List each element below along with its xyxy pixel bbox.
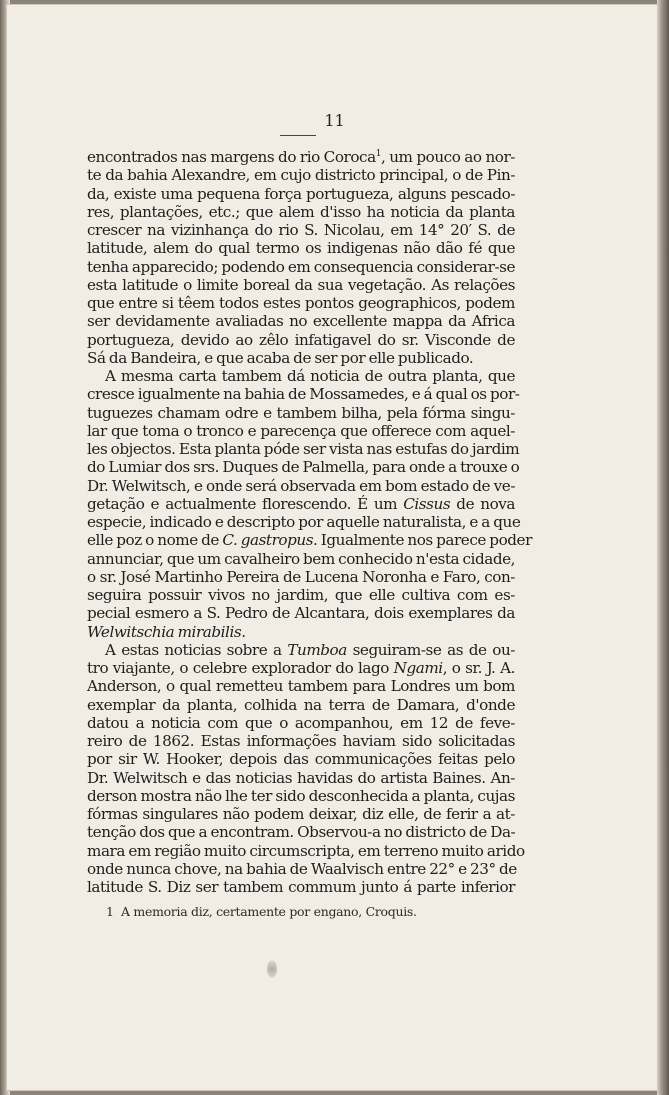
text-segment: de nova: [450, 494, 515, 513]
footnote-marker: 1: [106, 904, 114, 919]
text-segment: res, plantações, etc.; que alem d'isso ha noticia da planta: [87, 202, 515, 221]
text-segment: Dr. Welwitsch, e onde será observada em bom estado de ve-: [87, 476, 515, 495]
text-segment: derson mostra não lhe ter sido desconhecida a planta, cujas: [87, 786, 515, 805]
text-segment: ser devidamente avaliadas no excellente mappa da Africa: [87, 312, 515, 331]
text-line: [87, 878, 515, 896]
text-line: [87, 841, 525, 860]
text-segment: esta latitude o limite boreal da sua vegetação. As relações: [87, 275, 515, 294]
page-edge-right: [657, 0, 669, 1095]
text-line: [87, 312, 515, 330]
italic-text: Tumboa: [287, 640, 347, 659]
text-line: [87, 550, 515, 568]
text-segment: . Igualmente nos parece poder: [313, 531, 532, 550]
text-line: [87, 477, 515, 495]
text-segment: lar que toma o tronco e parecença que offerece com aquel-: [87, 421, 515, 440]
italic-text: Ngami: [393, 659, 443, 677]
text-line: [87, 860, 515, 878]
text-segment: latitude S. Diz ser tambem commum junto á parte inferior: [87, 878, 515, 896]
text-line: [87, 787, 515, 805]
text-line: [87, 276, 515, 294]
text-line: [87, 458, 520, 477]
text-segment: mara em região muito circumscripta, em terreno muito arido: [87, 841, 525, 860]
text-line: [87, 750, 515, 768]
text-line: [87, 166, 515, 184]
text-segment: onde nunca chove, na bahia de Waalvisch entre 22° e 23° de: [87, 859, 517, 878]
text-segment: exemplar da planta, colhida na terra de Damara, d'onde: [87, 695, 515, 714]
text-line: [87, 823, 515, 841]
text-line: [87, 568, 515, 586]
text-line: [87, 239, 515, 257]
text-line: [87, 404, 515, 422]
text-line: [87, 531, 532, 550]
text-line: [87, 769, 515, 787]
text-segment: te da bahia Alexandre, em cujo districto principal, o de Pin-: [87, 166, 515, 185]
footnote-reference: 1: [375, 148, 381, 159]
text-line: [87, 659, 515, 677]
text-line: [87, 677, 515, 695]
italic-text: Cissus: [403, 494, 451, 513]
text-line: [87, 294, 515, 312]
text-line: [87, 805, 515, 823]
text-segment: pecial esmero a S. Pedro de Alcantara, dois exemplares da: [87, 604, 515, 623]
text-segment: seguiram-se as de ou-: [346, 640, 515, 659]
page-number-rule: [280, 135, 316, 136]
text-line: [87, 696, 515, 714]
text-line: [87, 203, 515, 221]
italic-text: Welwitschia mirabilis: [87, 622, 242, 641]
text-line: [87, 331, 515, 349]
text-segment: portugueza, devido ao zêlo infatigavel do sr. Visconde de: [87, 330, 515, 349]
text-segment: , um pouco ao nor-: [380, 148, 515, 166]
text-segment: Sá da Bandeira, e que acaba de ser por elle publicado.: [87, 348, 474, 367]
text-segment: datou a noticia com que o acompanhou, em 12 de feve-: [87, 713, 515, 732]
text-line: [87, 349, 515, 367]
text-segment: encontrados nas margens do rio Coroca: [87, 148, 376, 166]
text-line: [87, 732, 515, 750]
text-line: [87, 385, 520, 404]
text-segment: seguira possuir vivos no jardim, que elle cultiva com es-: [87, 586, 515, 604]
footnote-text: A memoria diz, certamente por engano, Croquis.: [121, 904, 417, 919]
text-line: [87, 422, 515, 440]
text-line: [87, 495, 515, 513]
text-segment: que entre si têem todos estes pontos geographicos, podem: [87, 294, 515, 312]
text-segment: por sir W. Hooker, depois das communicações feitas pelo: [87, 750, 515, 769]
text-segment: latitude, alem do qual termo os indigenas não dão fé que: [87, 239, 515, 258]
text-segment: especie, indicado e descripto por aquelle naturalista, e a que: [87, 513, 521, 531]
text-segment: A estas noticias sobre a: [105, 640, 288, 659]
text-segment: .: [241, 622, 246, 641]
text-segment: elle poz o nome de: [87, 531, 223, 550]
text-line: [87, 513, 521, 531]
text-line: [87, 586, 515, 604]
text-segment: crescer na vizinhança do rio S. Nicolau, em 14° 20′ S. de: [87, 221, 515, 239]
text-line: [87, 221, 515, 239]
text-segment: getação e actualmente florescendo. É um: [87, 494, 404, 513]
text-segment: fórmas singulares não podem deixar, diz elle, de ferir a at-: [87, 805, 515, 823]
text-segment: annunciar, que um cavalheiro bem conhecido n'esta cidade,: [87, 549, 516, 568]
text-segment: cresce igualmente na bahia de Mossamedes, e á qual os por-: [87, 385, 520, 404]
text-segment: , o sr. J. A.: [442, 659, 515, 677]
text-segment: do Lumiar dos srs. Duques de Palmella, para onde a trouxe o: [87, 458, 520, 477]
text-line: [87, 641, 515, 659]
text-segment: reiro de 1862. Estas informações haviam sido solicitadas: [87, 732, 515, 750]
page-number: 11: [324, 111, 345, 130]
paper-stain: [267, 960, 277, 978]
text-segment: tuguezes chamam odre e tambem bilha, pela fórma singu-: [87, 403, 515, 422]
text-segment: da, existe uma pequena força portugueza, alguns pescado-: [87, 184, 515, 203]
text-segment: Anderson, o qual remetteu tambem para Londres um bom: [87, 677, 515, 696]
text-line: [87, 714, 515, 732]
text-line: [87, 185, 515, 203]
body-text: [87, 148, 532, 896]
text-segment: tenha apparecido; podendo em consequencia considerar-se: [87, 257, 516, 276]
text-segment: les objectos. Esta planta póde ser vista nas estufas do jardim: [87, 440, 520, 458]
italic-text: C. gastropus: [222, 531, 314, 550]
text-segment: Dr. Welwitsch e das noticias havidas do artista Baines. An-: [87, 768, 515, 787]
text-segment: tro viajante, o celebre explorador do lago: [87, 659, 394, 677]
text-segment: A mesma carta tambem dá noticia de outra planta, que: [105, 367, 515, 385]
text-line: [87, 440, 520, 458]
text-line: [87, 623, 515, 641]
text-line: [87, 604, 515, 622]
text-segment: tenção dos que a encontram. Observou-a no districto de Da-: [87, 823, 516, 842]
text-line: [87, 258, 515, 276]
footnote: [106, 904, 417, 919]
text-line: [87, 148, 515, 166]
text-segment: o sr. José Martinho Pereira de Lucena Noronha e Faro, con-: [87, 567, 515, 586]
text-line: [87, 367, 515, 385]
